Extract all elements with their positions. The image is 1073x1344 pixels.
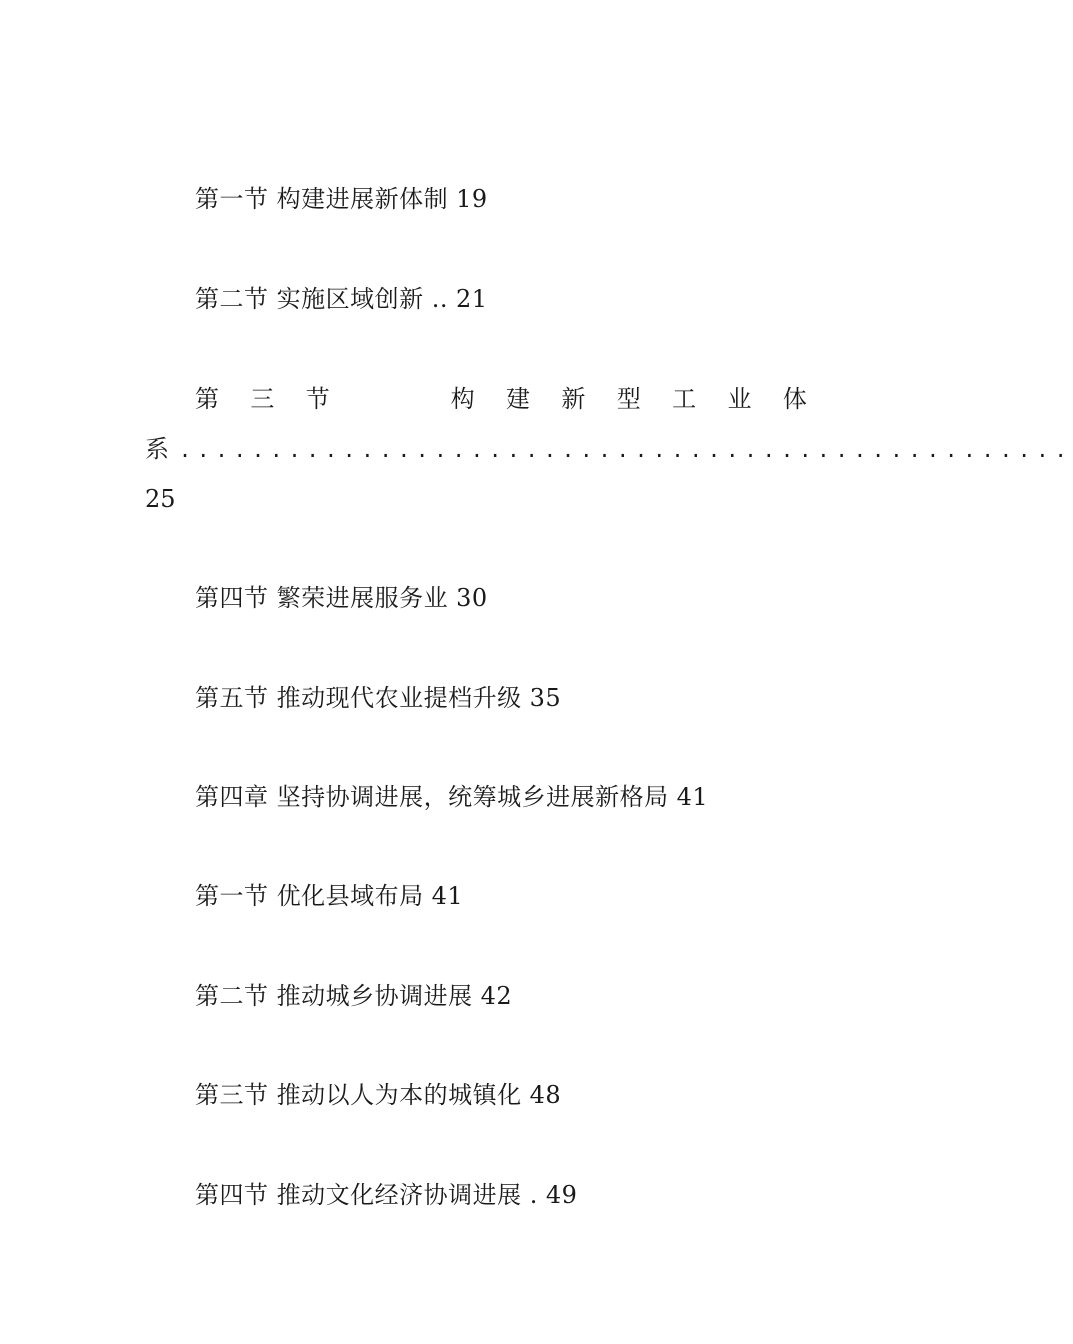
toc-char: 业 bbox=[727, 385, 752, 413]
toc-entry-page: 48 bbox=[529, 1081, 562, 1109]
toc-entry-label: 第四节 推动文化经济协调进展 . bbox=[195, 1181, 538, 1209]
toc-char: 型 bbox=[616, 385, 641, 413]
toc-char: 节 bbox=[305, 385, 330, 413]
toc-entry-label: 第二节 实施区域创新 .. bbox=[195, 285, 449, 313]
toc-char: 新 bbox=[561, 385, 586, 413]
toc-char: 工 bbox=[672, 385, 697, 413]
toc-char: 体 bbox=[782, 385, 807, 413]
toc-entry bbox=[195, 686, 561, 710]
toc-entry bbox=[195, 884, 463, 908]
toc-entry bbox=[195, 287, 488, 311]
toc-entry-page: 35 bbox=[529, 684, 562, 712]
toc-entry-page: 30 bbox=[456, 584, 488, 612]
toc-dot-leader: ................................................. bbox=[179, 438, 1073, 462]
toc-entry-label: 第二节 推动城乡协调进展 bbox=[195, 982, 473, 1010]
toc-char: 三 bbox=[250, 385, 275, 413]
toc-entry bbox=[195, 187, 488, 211]
toc-entry-page: 42 bbox=[480, 982, 513, 1010]
toc-char: 构 bbox=[450, 385, 475, 413]
toc-entry-page: 25 bbox=[145, 485, 176, 513]
toc-entry-label: 第三节 推动以人为本的城镇化 bbox=[195, 1081, 522, 1109]
toc-char: 建 bbox=[505, 385, 530, 413]
toc-entry-continuation bbox=[145, 435, 1073, 463]
toc-continuation-char: 系 bbox=[145, 435, 169, 463]
toc-entry-label: 第一节 优化县域布局 bbox=[195, 882, 424, 910]
toc-entry-page: 41 bbox=[676, 783, 709, 811]
toc-entry bbox=[195, 586, 488, 610]
toc-entry bbox=[195, 1083, 561, 1107]
toc-char: 第 bbox=[195, 385, 219, 413]
toc-entry-page: 49 bbox=[545, 1181, 578, 1209]
toc-entry-label: 第四章 坚持协调进展，统筹城乡进展新格局 bbox=[195, 783, 669, 811]
toc-entry-page: 21 bbox=[456, 285, 488, 313]
toc-entry bbox=[195, 1183, 577, 1207]
toc-entry-label: 第五节 推动现代农业提档升级 bbox=[195, 684, 522, 712]
toc-gap bbox=[361, 387, 419, 411]
toc-entry-label: 第四节 繁荣进展服务业 bbox=[195, 584, 449, 612]
toc-entry-label: 第一节 构建进展新体制 bbox=[195, 185, 449, 213]
toc-entry-justified bbox=[195, 387, 807, 411]
toc-entry-page: 19 bbox=[456, 185, 488, 213]
toc-entry-page: 41 bbox=[431, 882, 464, 910]
toc-entry bbox=[195, 785, 708, 809]
toc-entry bbox=[195, 984, 512, 1008]
